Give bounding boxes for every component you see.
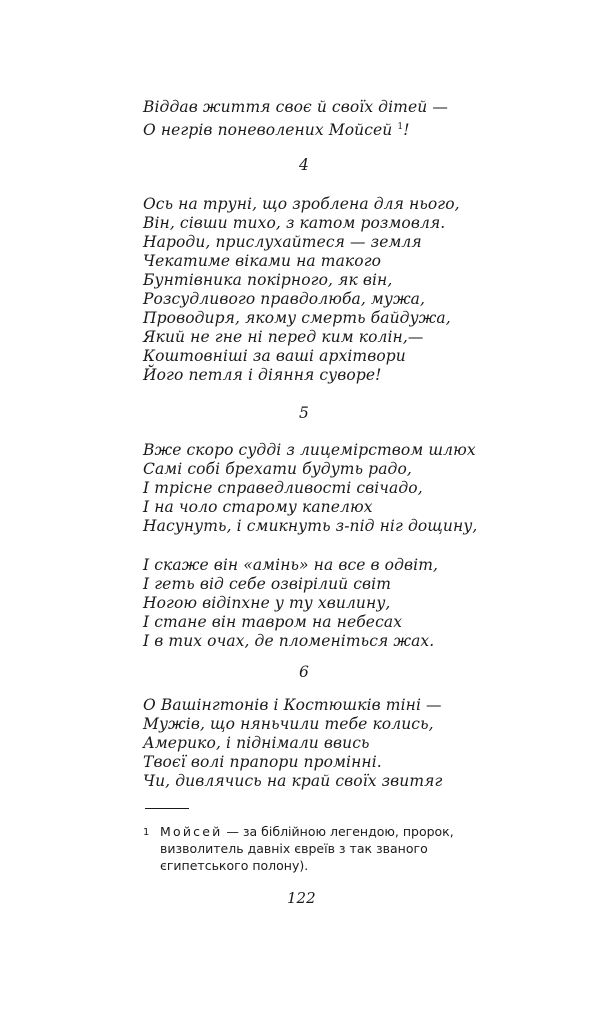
footnote-marker: 1 xyxy=(143,827,150,838)
verse-line: Насунуть, і смикнуть з-під ніг дощину, xyxy=(143,517,478,535)
verse-line: І на чоло старому капелюх xyxy=(143,498,373,516)
verse-line: Мужів, що няньчили тебе колись, xyxy=(143,715,434,733)
page-number: 122 xyxy=(287,889,316,907)
footnote-line: єгипетського полону). xyxy=(160,858,309,873)
footnote-divider xyxy=(145,808,189,809)
verse-line: І стане він тавром на небесах xyxy=(143,613,403,631)
footnote-definition: — за біблійною легендою, пророк, xyxy=(222,824,454,839)
verse-line-text: О негрів поневолених Мойсей xyxy=(143,121,393,139)
verse-line: Ногою відіпхне у ту хвилину, xyxy=(143,594,391,612)
verse-line: Розсудливого правдолюба, мужа, xyxy=(143,290,426,308)
footnote-line: визволитель давніх євреїв з так званого xyxy=(160,841,428,856)
verse-line: Він, сівши тихо, з катом розмовля. xyxy=(143,214,446,232)
footnote-term: Мойсей xyxy=(160,824,223,839)
verse-line: Самі собі брехати будуть радо, xyxy=(143,460,412,478)
verse-line: Його петля і діяння суворе! xyxy=(143,366,382,384)
verse-line: Ось на труні, що зроблена для нього, xyxy=(143,195,460,213)
verse-line: Коштовніші за ваші архітвори xyxy=(143,347,406,365)
verse-line: Америко, і піднімали ввись xyxy=(143,734,370,752)
footnote-line xyxy=(160,824,454,840)
verse-line: О Вашінгтонів і Костюшків тіні — xyxy=(143,696,442,714)
verse-line-with-footnote xyxy=(143,118,410,140)
verse-line: І трісне справедливості свічадо, xyxy=(143,479,423,497)
verse-line: Проводиря, якому смерть байдужа, xyxy=(143,309,451,327)
verse-line: І скаже він «амінь» на все в одвіт, xyxy=(143,556,439,574)
section-number-6: 6 xyxy=(299,663,309,681)
verse-line: Вже скоро судді з лицемірством шлюх xyxy=(143,441,476,459)
footnote-reference[interactable]: 1 xyxy=(397,122,404,132)
verse-line: Який не гне ні перед ким колін,— xyxy=(143,328,424,346)
section-number-4: 4 xyxy=(299,156,309,174)
verse-line: Чи, дивлячись на край своїх звитяг xyxy=(143,772,443,790)
section-number-5: 5 xyxy=(299,404,309,422)
verse-line: Віддав життя своє й своїх дітей — xyxy=(143,98,448,116)
verse-line-ending: ! xyxy=(403,121,410,139)
verse-line: Твоєї волі прапори промінні. xyxy=(143,753,382,771)
verse-line: Бунтівника покірного, як він, xyxy=(143,271,393,289)
verse-line: І в тих очах, де пломеніться жах. xyxy=(143,632,435,650)
verse-line: Народи, прислухайтеся — земля xyxy=(143,233,422,251)
verse-line: Чекатиме віками на такого xyxy=(143,252,382,270)
verse-line: І геть від себе озвірілий світ xyxy=(143,575,392,593)
